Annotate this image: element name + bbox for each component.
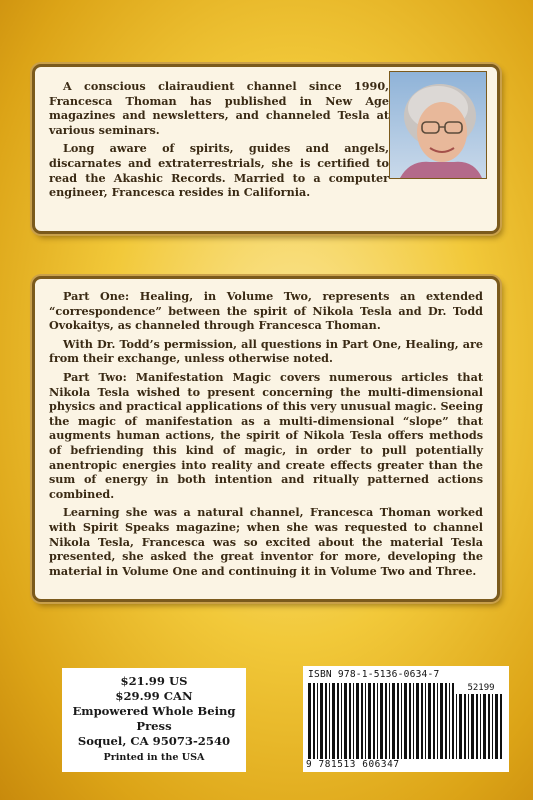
author-photo — [389, 71, 487, 179]
author-bio-panel — [32, 64, 500, 234]
isbn-label: ISBN 978-1-5136-0634-7 — [308, 669, 440, 680]
price-us: $21.99 US — [120, 674, 188, 688]
bio-paragraph: Long aware of spirits, guides and angels, discarnates and extraterrestrials, she is certified to read the Akashic Records. Married to a computer engineer, Francesca resides in California. — [49, 141, 389, 200]
ean-barcode-bars — [308, 683, 454, 759]
addon-barcode-bars — [456, 694, 506, 759]
bio-paragraph: A conscious clairaudient channel since 1990, Francesca Thoman has published in New Age magazines and newsletters, and channeled Tesla at various seminars. — [49, 79, 389, 137]
author-bio-text — [49, 79, 389, 204]
publisher-address: Soquel, CA 95073-2540 — [77, 734, 231, 748]
book-description-text — [49, 289, 483, 582]
description-paragraph: Learning she was a natural channel, Francesca Thoman worked with Spirit Speaks magazine; when she was requested to channel Nikola Tesla, Francesca was so excited about the material Tesla presented, she asked the great inventor for more, developing the material in Volume One and continuing it in Volume Two and Three. — [49, 505, 483, 578]
description-paragraph: Part One: Healing, in Volume Two, represents an extended “correspondence” between the spirit of Nikola Tesla and Dr. Todd Ovokaitys, as channeled through Francesca Thoman. — [49, 289, 483, 333]
printed-in: Printed in the USA — [103, 752, 205, 763]
book-description-panel — [32, 276, 500, 602]
price-can: $29.99 CAN — [115, 689, 193, 703]
publisher-name: Empowered Whole Being Press — [72, 704, 236, 733]
description-paragraph: With Dr. Todd’s permission, all questions in Part One, Healing, are from their exchange, unless otherwise noted. — [49, 336, 483, 366]
barcode-box — [303, 666, 509, 772]
ean-digits: 9 781513 606347 — [306, 759, 400, 770]
description-paragraph: Part Two: Manifestation Magic covers numerous articles that Nikola Tesla wished to present concerning the multi-dimensional physics and practical applications of this very unusual magic. Seeing the magic of manifestation as a multi-dimensional “slope” that augments human actions, the spirit of Nikola Tesla offers methods of befriending this kind of magic, in order to pull potentially anentropic energies into reality and create effects greater than the sum of energy in both intention and ritually patterned actions combined. — [49, 369, 483, 501]
price-publisher-box — [62, 668, 246, 772]
addon-digits: 52199 — [467, 683, 495, 693]
